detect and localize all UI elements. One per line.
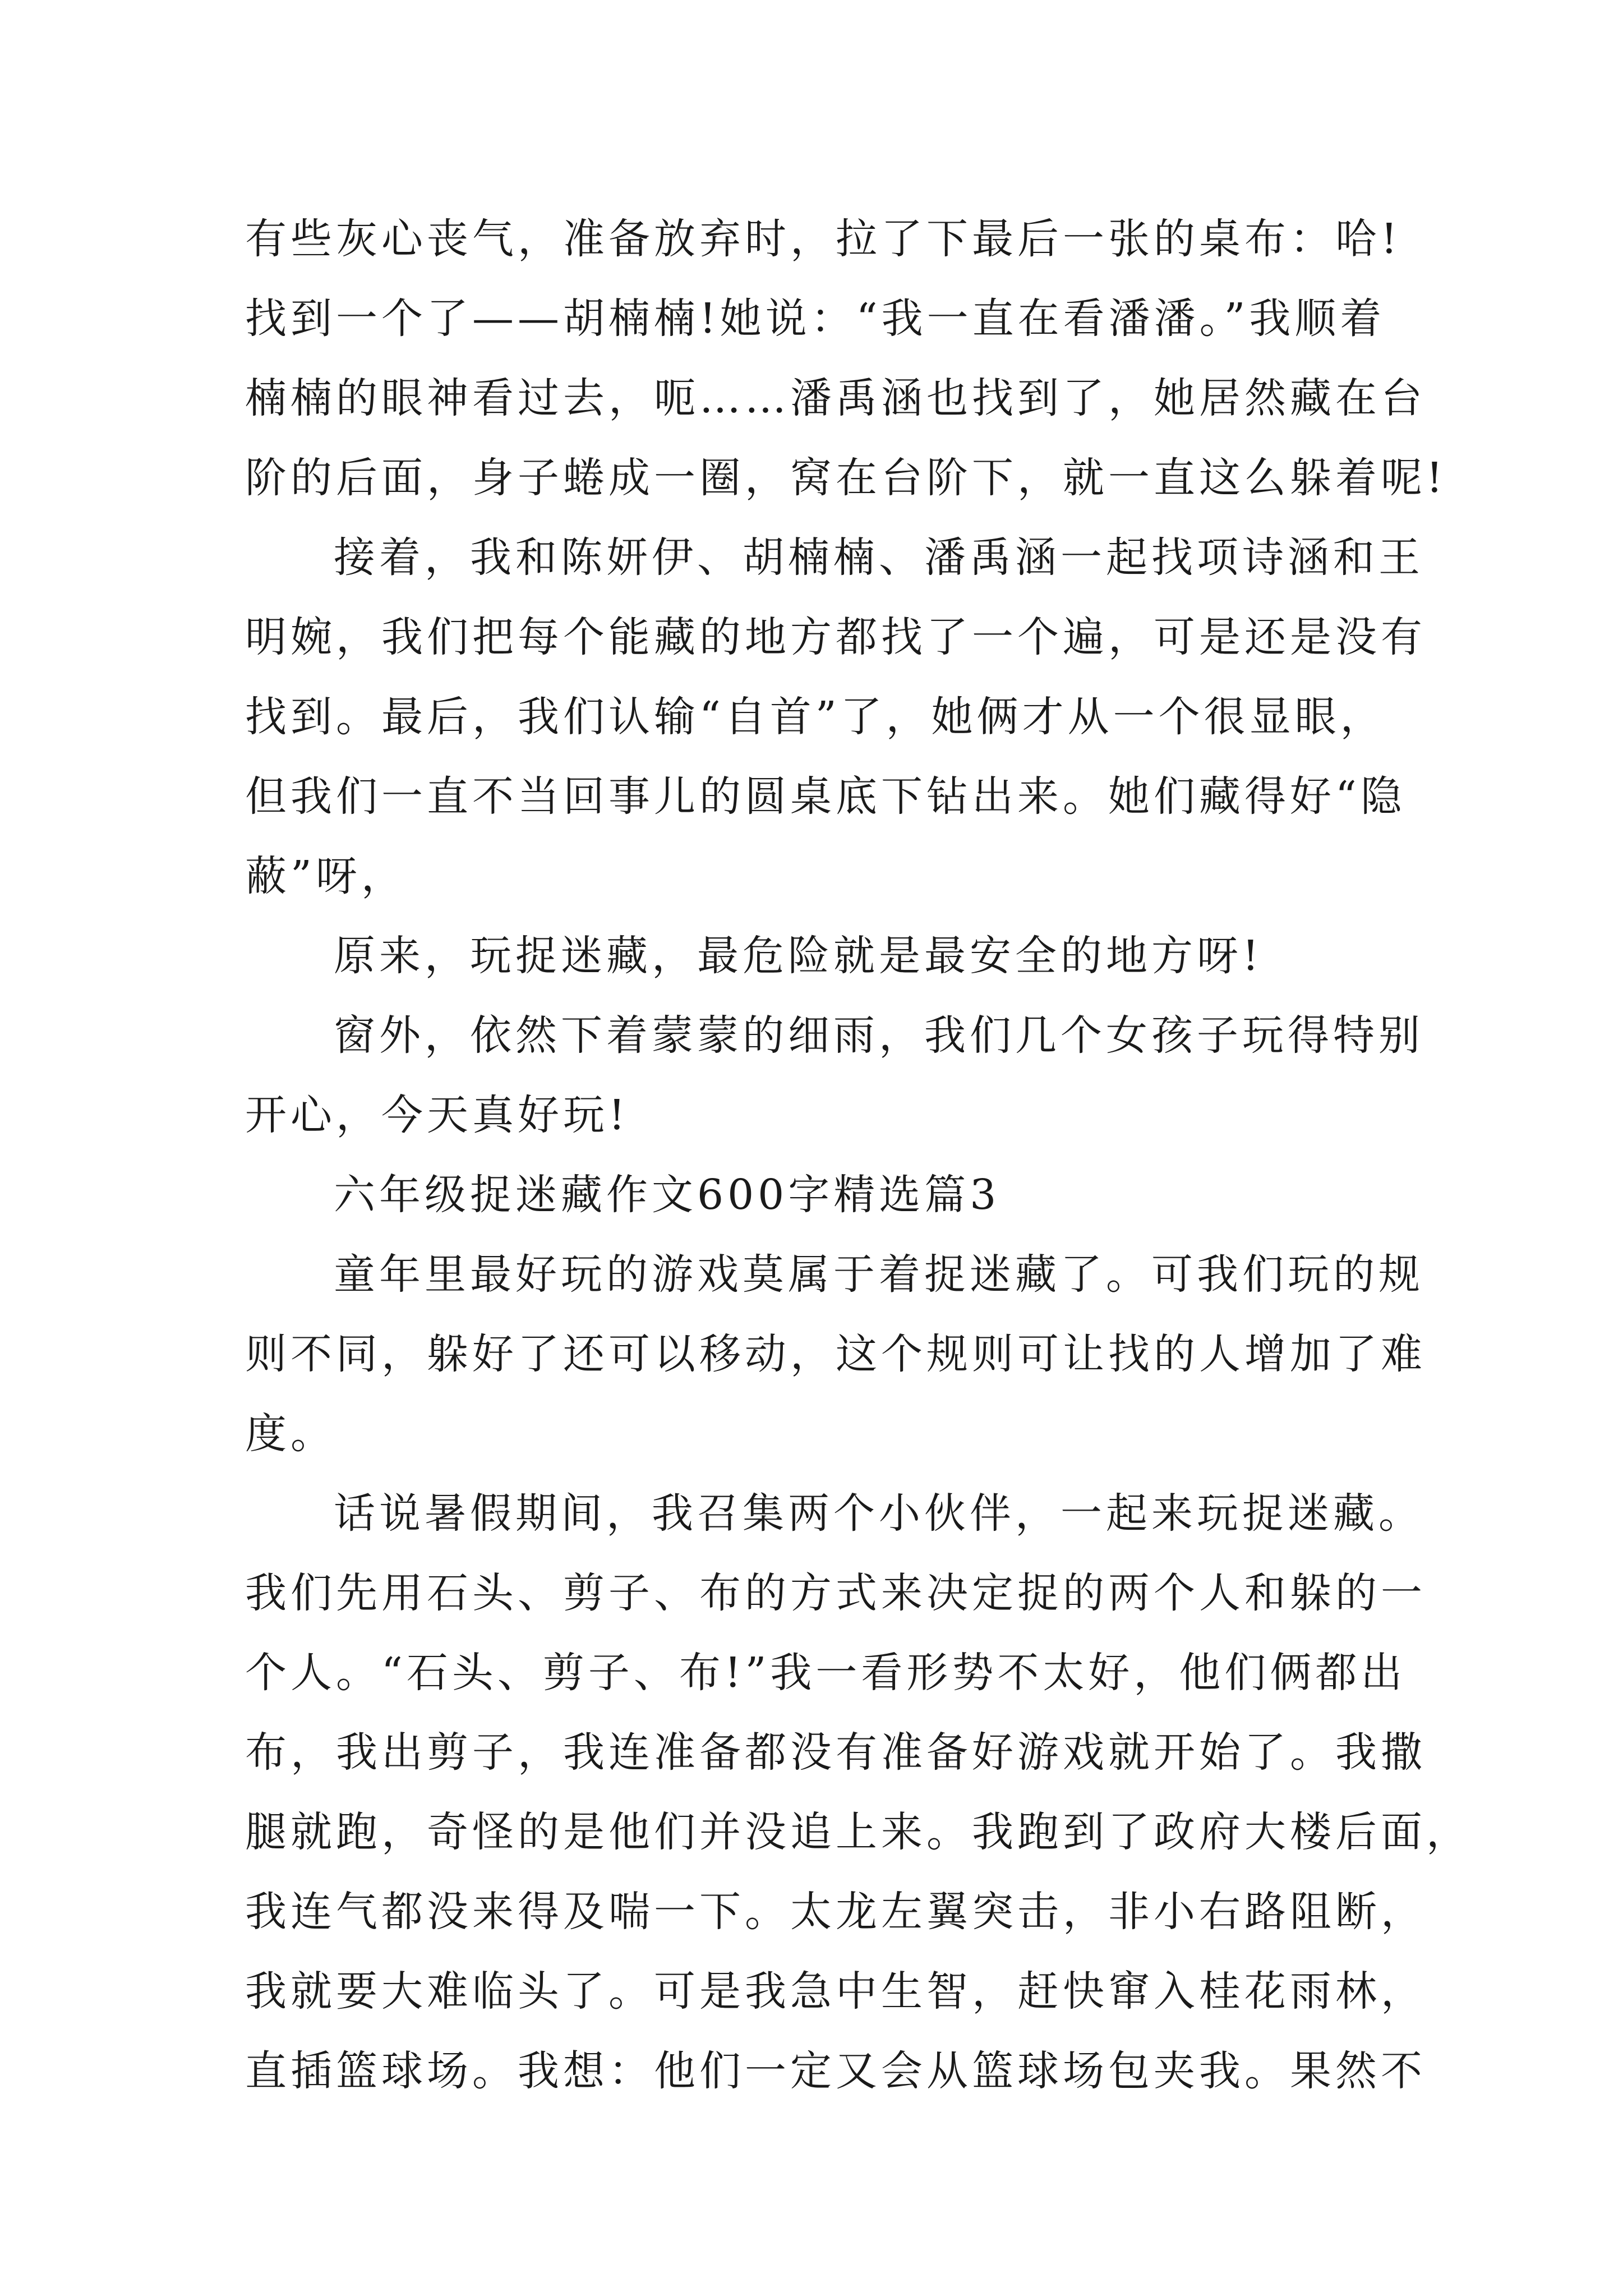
paragraph-first-line: 原来，玩捉迷藏，最危险就是最安全的地方呀! (334, 932, 1263, 980)
text-line: 个人。“石头、剪子、布!”我一看形势不太好，他们俩都出 (245, 1649, 1407, 1697)
text-line: 度。 (245, 1410, 336, 1458)
text-line: 布，我出剪子，我连准备都没有准备好游戏就开始了。我撒 (245, 1728, 1426, 1777)
paragraph-first-line: 六年级捉迷藏作文600字精选篇3 (334, 1171, 1000, 1219)
paragraph-first-line: 窗外，依然下着蒙蒙的细雨，我们几个女孩子玩得特别 (334, 1011, 1424, 1060)
text-line: 直插篮球场。我想：他们一定又会从篮球场包夹我。果然不 (245, 2047, 1426, 2095)
text-line: 腿就跑，奇怪的是他们并没追上来。我跑到了政府大楼后面， (245, 1808, 1472, 1856)
text-line: 楠楠的眼神看过去，呃……潘禹涵也找到了，她居然藏在台 (245, 374, 1426, 422)
paragraph-first-line: 童年里最好玩的游戏莫属于着捉迷藏了。可我们玩的规 (334, 1250, 1424, 1299)
text-line: 明婉，我们把每个能藏的地方都找了一个遍，可是还是没有 (245, 613, 1426, 661)
text-line: 阶的后面，身子蜷成一圈，窝在台阶下，就一直这么躲着呢! (245, 454, 1447, 502)
text-line: 但我们一直不当回事儿的圆桌底下钻出来。她们藏得好“隐 (245, 772, 1406, 821)
paragraph-first-line: 话说暑假期间，我召集两个小伙伴，一起来玩捉迷藏。 (334, 1489, 1424, 1538)
paragraph-first-line: 接着，我和陈妍伊、胡楠楠、潘禹涵一起找项诗涵和王 (334, 533, 1424, 582)
article-text (245, 199, 1472, 2111)
text-line: 我连气都没来得及喘一下。太龙左翼突击，非小右路阻断， (245, 1888, 1426, 1936)
text-line: 开心，今天真好玩! (245, 1091, 629, 1139)
text-line: 蔽”呀， (245, 852, 407, 900)
text-line: 找到。最后，我们认输“自首”了，她俩才从一个很显眼， (245, 693, 1386, 741)
text-line: 找到一个了——胡楠楠!她说：“我一直在看潘潘。”我顺着 (245, 295, 1386, 343)
text-line: 我就要大难临头了。可是我急中生智，赶快窜入桂花雨林， (245, 1967, 1426, 2016)
text-line: 有些灰心丧气，准备放弃时，拉了下最后一张的桌布：哈! (245, 215, 1401, 263)
text-line: 则不同，躲好了还可以移动，这个规则可让找的人增加了难 (245, 1330, 1426, 1378)
text-line: 我们先用石头、剪子、布的方式来决定捉的两个人和躲的一 (245, 1569, 1426, 1617)
